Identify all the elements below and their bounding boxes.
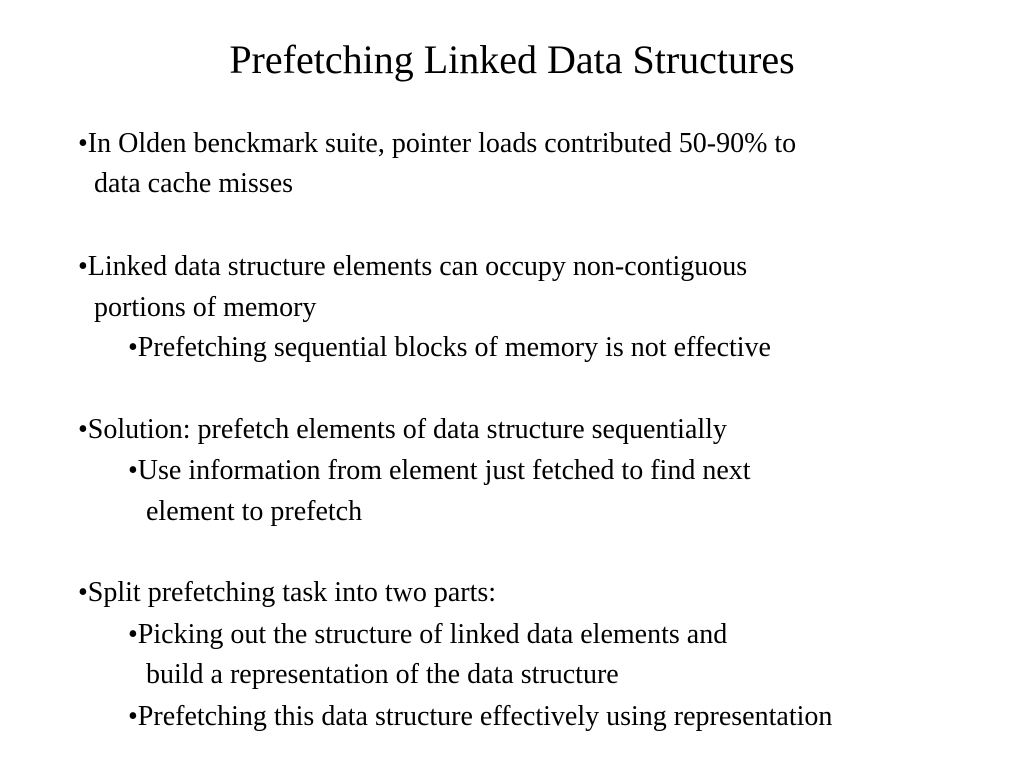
bullet-linked-elements: •Linked data structure elements can occupy non-contiguous bbox=[78, 251, 748, 282]
sub-bullet-sequential-blocks: •Prefetching sequential blocks of memory is not effective bbox=[128, 332, 771, 363]
sub-bullet-picking-structure: •Picking out the structure of linked data elements and bbox=[128, 619, 728, 650]
bullet-linked-elements-continuation: portions of memory bbox=[94, 292, 317, 323]
bullet-olden-suite-continuation: data cache misses bbox=[94, 168, 294, 199]
sub-bullet-picking-structure-continuation: build a representation of the data structure bbox=[146, 659, 619, 690]
bullet-split-task: •Split prefetching task into two parts: bbox=[78, 577, 497, 608]
bullet-solution: •Solution: prefetch elements of data structure sequentially bbox=[78, 414, 727, 445]
slide-title: Prefetching Linked Data Structures bbox=[229, 37, 795, 82]
sub-bullet-use-information-continuation: element to prefetch bbox=[146, 496, 363, 527]
sub-bullet-prefetching-effectively: •Prefetching this data structure effectively using representation bbox=[128, 701, 833, 732]
bullet-olden-suite: •In Olden benckmark suite, pointer loads contributed 50-90% to bbox=[78, 128, 797, 159]
sub-bullet-use-information: •Use information from element just fetched to find next bbox=[128, 455, 751, 486]
